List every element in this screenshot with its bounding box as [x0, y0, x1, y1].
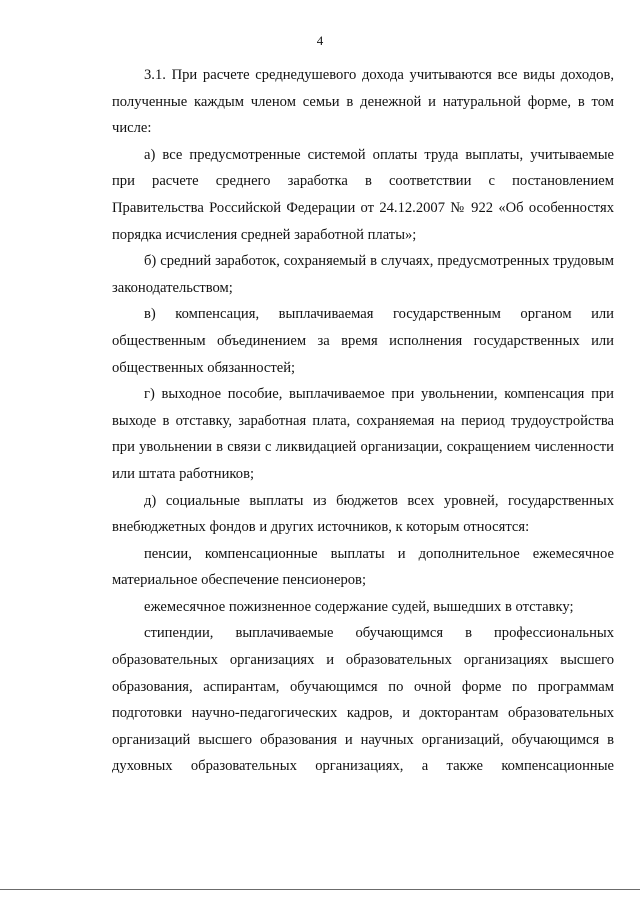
paragraph-item-v: в) компенсация, выплачиваемая государственным органом или общественным объединением за время исполнения государственных или общественных обязанностей; — [112, 306, 614, 376]
paragraph-stipends: стипендии, выплачиваемые обучающимся в профессиональных образовательных организациях и образовательных организациях высшего образования, аспирантам, обучающимся по очной форме по программам подготовки научно-педагогических кадров, и докторантам образовательных организаций высшего образования и научных организаций, обучающимся в духовных образовательных организациях, а также компенсационные — [112, 625, 614, 775]
paragraph-item-d: д) социальные выплаты из бюджетов всех уровней, государственных внебюджетных фондов и других источников, к которым относятся: — [112, 492, 614, 536]
body-text — [112, 62, 614, 780]
paragraph-item-b: б) средний заработок, сохраняемый в случаях, предусмотренных трудовым законодательством; — [112, 253, 614, 296]
page-bottom-rule — [0, 889, 640, 890]
paragraph-pensions: пенсии, компенсационные выплаты и дополнительное ежемесячное материальное обеспечение пенсионеров; — [112, 545, 614, 589]
paragraph-item-g: г) выходное пособие, выплачиваемое при увольнении, компенсация при выходе в отставку, заработная плата, сохраняемая на период трудоустройства при увольнении в связи с ликвидацией организации, сокращением численности или штата работников; — [112, 386, 614, 482]
paragraph-3-1: 3.1. При расчете среднедушевого дохода учитываются все виды доходов, полученные каждым членом семьи в денежной и натуральной форме, в том числе: — [112, 67, 614, 137]
page-number: 4 — [316, 33, 324, 48]
paragraph-judges-allowance: ежемесячное пожизненное содержание судей, вышедших в отставку; — [144, 598, 574, 615]
paragraph-item-a: а) все предусмотренные системой оплаты труда выплаты, учитываемые при расчете среднего заработка в соответствии с постановлением Правительства Российской Федерации от 24.12.2007 № 922 «Об особенностях порядка исчисления средней заработной платы»; — [112, 146, 614, 243]
